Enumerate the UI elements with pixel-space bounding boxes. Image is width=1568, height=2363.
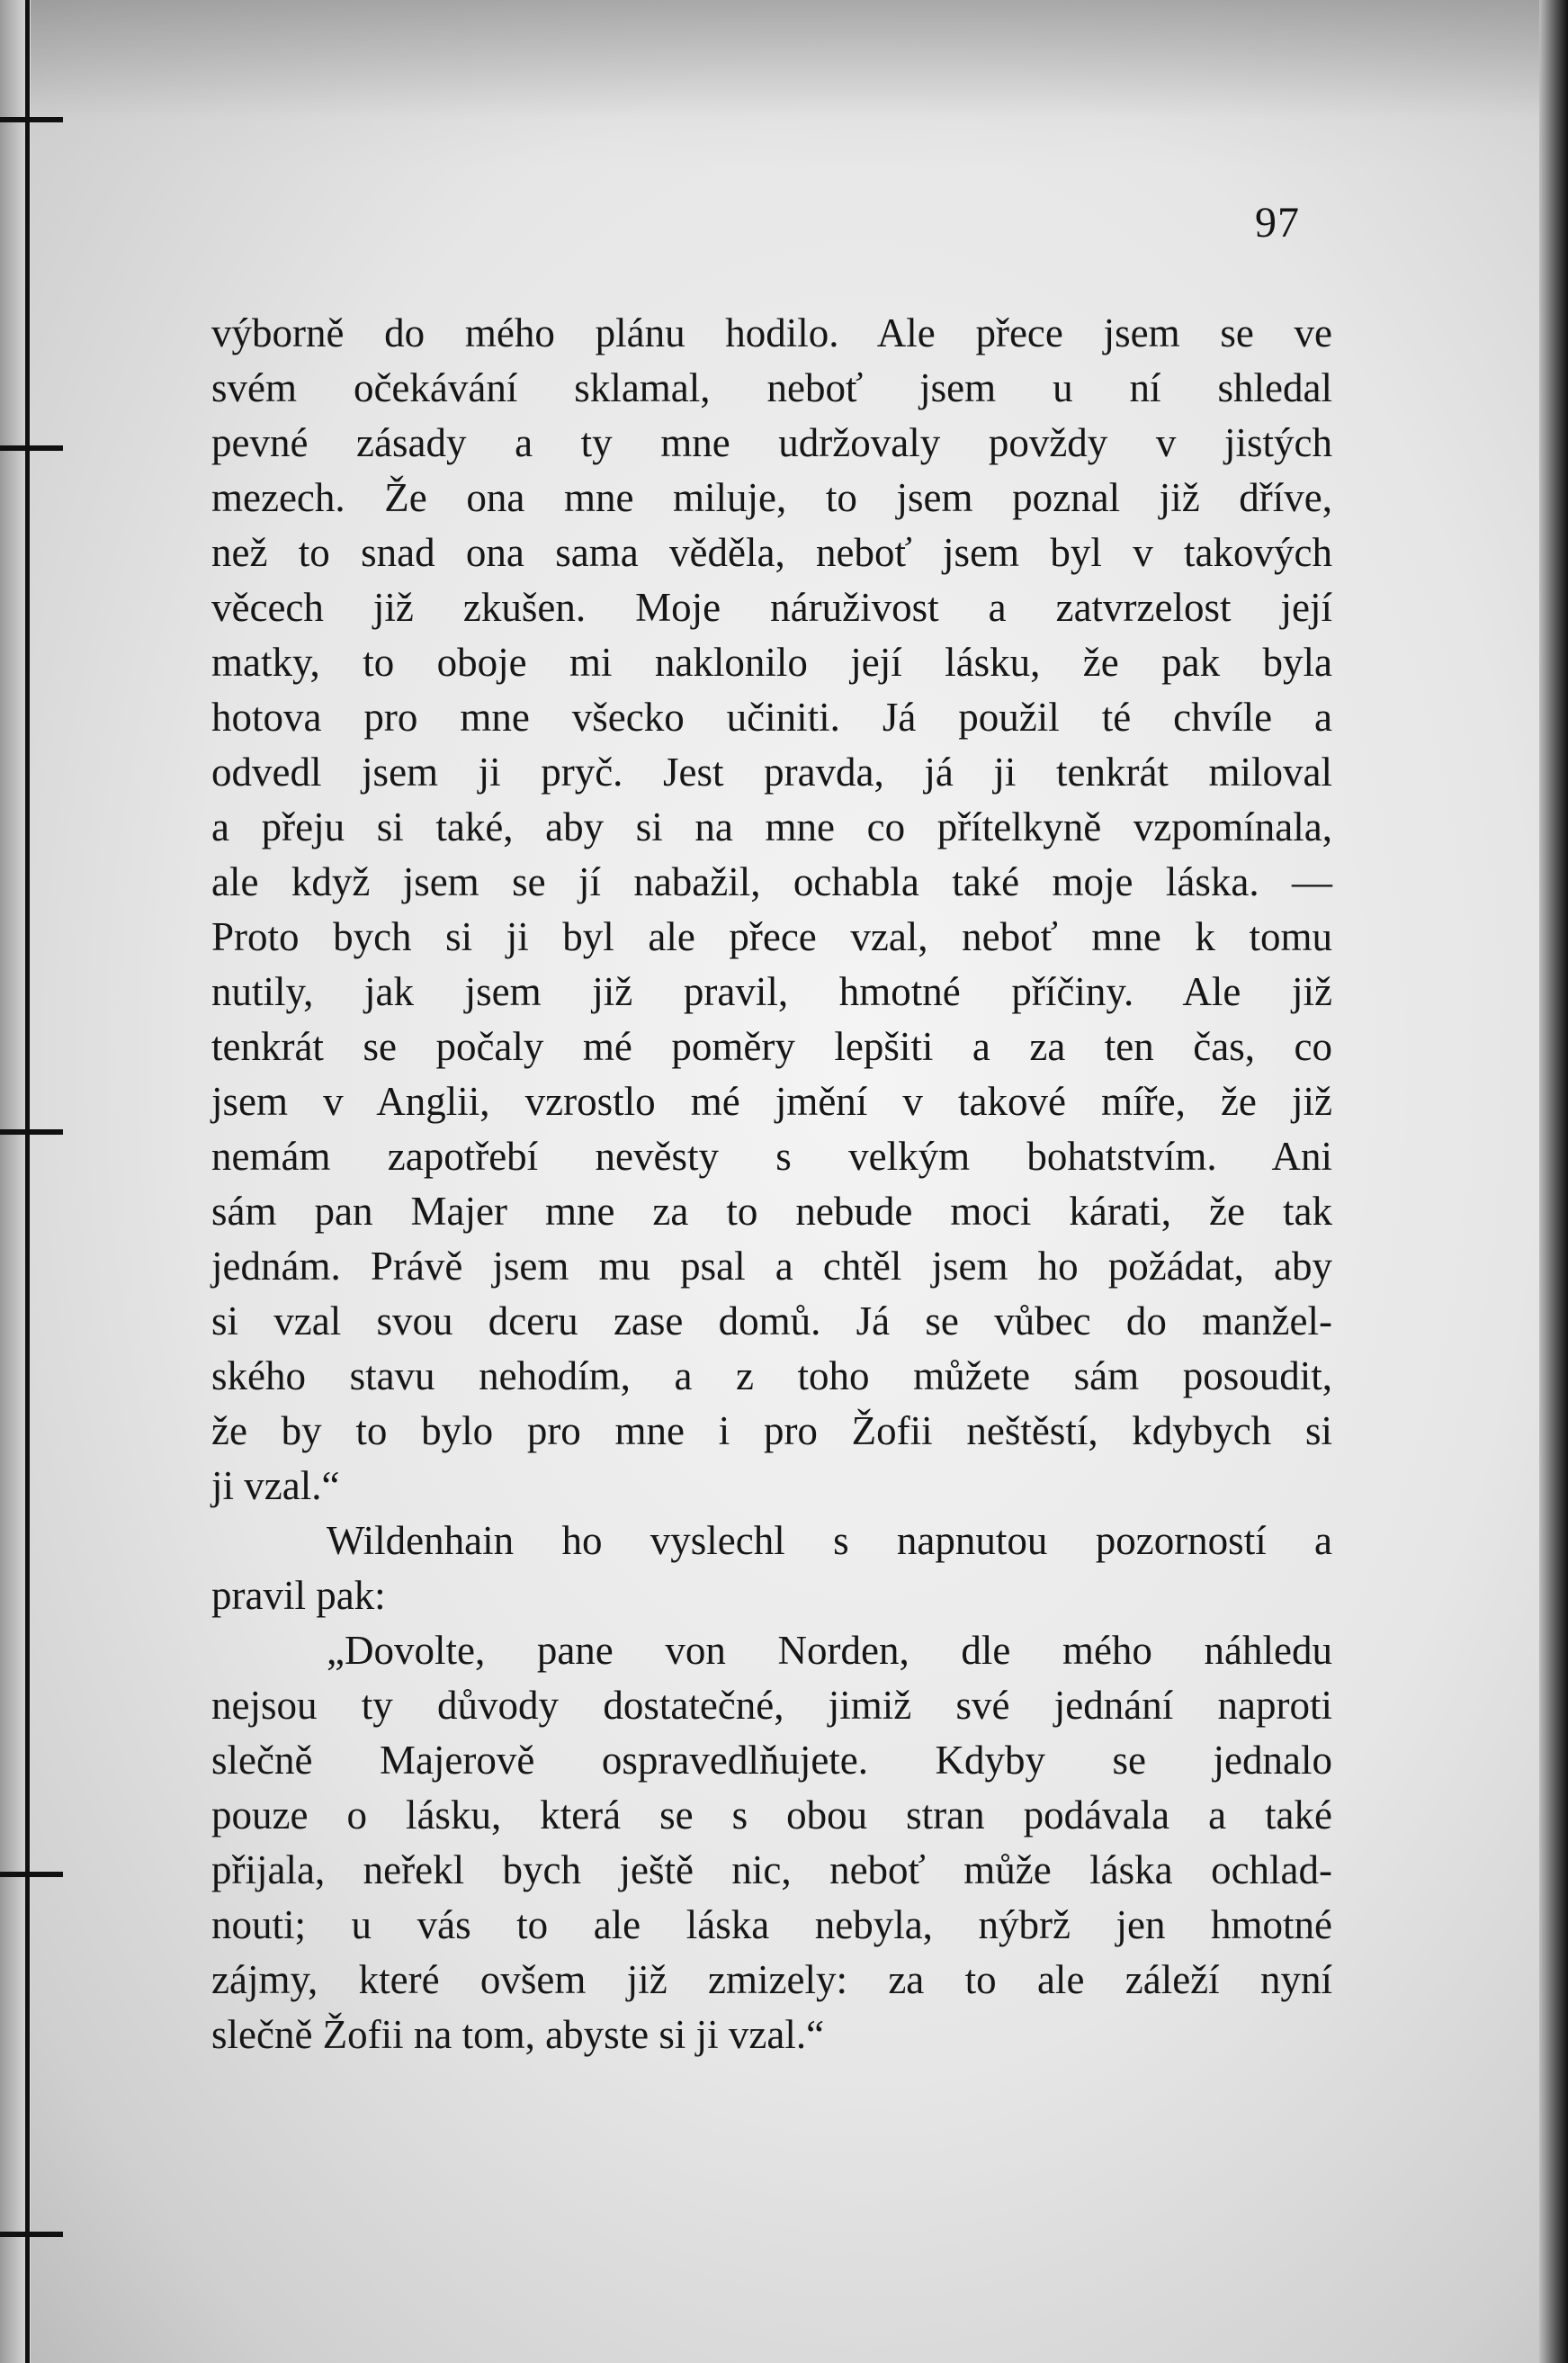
text-line: jsem v Anglii, vzrostlo mé jmění v takové míře, že již	[211, 1079, 1332, 1124]
text-line: slečně Majerově ospravedlňujete. Kdyby se jednalo	[211, 1738, 1332, 1783]
page-right-edge	[1539, 0, 1568, 2363]
binding-mark	[0, 117, 63, 122]
text-line: pouze o lásku, která se s obou stran podávala a také	[211, 1792, 1332, 1837]
binding-mark	[0, 1129, 63, 1135]
text-line: pevné zásady a ty mne udržovaly povždy v jistých	[211, 420, 1332, 465]
text-line: sám pan Majer mne za to nebude moci kárati, že tak	[211, 1189, 1332, 1234]
binding-thread	[25, 0, 30, 2363]
text-line: nemám zapotřebí nevěsty s velkým bohatstvím. Ani	[211, 1134, 1332, 1179]
binding-mark	[0, 2232, 63, 2237]
text-line: ského stavu nehodím, a z toho můžete sám posoudit,	[211, 1353, 1332, 1398]
text-line: svém očekávání sklamal, neboť jsem u ní shledal	[211, 365, 1332, 410]
text-line: věcech již zkušen. Moje náruživost a zatvrzelost její	[211, 585, 1332, 630]
text-line: odvedl jsem ji pryč. Jest pravda, já ji tenkrát miloval	[211, 750, 1332, 795]
text-line: slečně Žofii na tom, abyste si ji vzal.“	[211, 2012, 825, 2057]
text-line: přijala, neřekl bych ještě nic, neboť může láska ochlad-	[211, 1847, 1332, 1892]
text-line: než to snad ona sama věděla, neboť jsem byl v takových	[211, 530, 1332, 575]
text-line: ale když jsem se jí nabažil, ochabla také moje láska. —	[211, 859, 1332, 904]
text-line: Wildenhain ho vyslechl s napnutou pozorností a	[327, 1518, 1332, 1563]
text-line: matky, to oboje mi naklonilo její lásku, že pak byla	[211, 640, 1332, 685]
binding-mark	[0, 445, 63, 451]
text-line: tenkrát se počaly mé poměry lepšiti a za ten čas, co	[211, 1024, 1332, 1069]
text-line: nejsou ty důvody dostatečné, jimiž své jednání naproti	[211, 1683, 1332, 1728]
page-top-shadow	[0, 0, 1568, 171]
text-line: a přeju si také, aby si na mne co přítelkyně vzpomínala,	[211, 804, 1332, 849]
text-line: výborně do mého plánu hodilo. Ale přece jsem se ve	[211, 310, 1332, 355]
binding-mark	[0, 1872, 63, 1877]
text-line: nouti; u vás to ale láska nebyla, nýbrž jen hmotné	[211, 1902, 1332, 1947]
text-line: hotova pro mne všecko učiniti. Já použil té chvíle a	[211, 695, 1332, 740]
text-line: ji vzal.“	[211, 1463, 340, 1508]
text-line: „Dovolte, pane von Norden, dle mého náhledu	[327, 1628, 1332, 1673]
text-line: Proto bych si ji byl ale přece vzal, neboť mne k tomu	[211, 914, 1332, 959]
page-number: 97	[1255, 199, 1300, 247]
text-line: jednám. Právě jsem mu psal a chtěl jsem ho požádat, aby	[211, 1244, 1332, 1289]
text-line: pravil pak:	[211, 1573, 386, 1618]
text-line: zájmy, které ovšem již zmizely: za to ale záleží nyní	[211, 1957, 1332, 2002]
text-line: mezech. Že ona mne miluje, to jsem poznal již dříve,	[211, 475, 1332, 520]
text-line: si vzal svou dceru zase domů. Já se vůbec do manžel-	[211, 1298, 1332, 1343]
text-line: nutily, jak jsem již pravil, hmotné příčiny. Ale již	[211, 969, 1332, 1014]
body-text	[211, 306, 1332, 2062]
text-line: že by to bylo pro mne i pro Žofii neštěstí, kdybych si	[211, 1408, 1332, 1453]
